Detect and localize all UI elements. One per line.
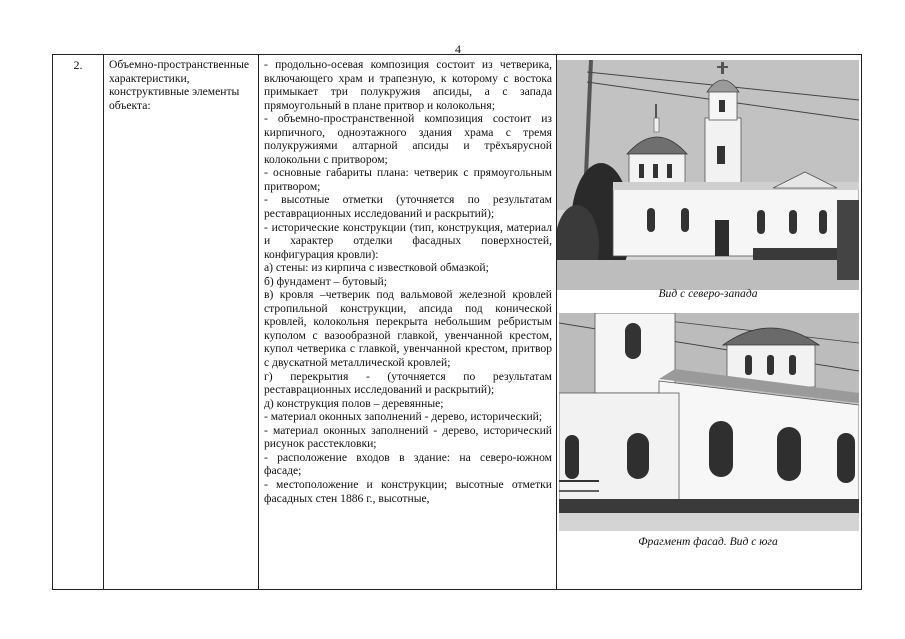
desc-paragraph: - расположение входов в здание: на северо-южном фасаде;	[264, 450, 552, 478]
desc-paragraph: - продольно-осевая композиция состоит из четверика, включающего храм и трапезную, к которому с востока примыкает три полукружия апсиды, а с запада прямоугольный в плане притвор и колокольня;	[264, 58, 552, 112]
row-description	[264, 58, 552, 505]
desc-paragraph: - исторические конструкции (тип, конструкция, материал и характер отделки фасадных поверхностей, конфигурация кровли):	[264, 220, 552, 261]
desc-paragraph: - материал оконных заполнений - дерево, исторический рисунок расстекловки;	[264, 423, 552, 451]
desc-paragraph: б) фундамент – бутовый;	[264, 274, 387, 288]
row-title: Объемно-пространственные характеристики, конструктивные элементы объекта:	[109, 58, 250, 112]
church-photo-south	[559, 313, 859, 531]
desc-paragraph: - высотные отметки (уточняется по результатам реставрационных исследований и раскрытий);	[264, 193, 552, 221]
desc-paragraph: г) перекрытия - (уточняется по результатам реставрационных исследований и раскрытий);	[264, 369, 552, 397]
desc-paragraph: д) конструкция полов – деревянные;	[264, 396, 444, 410]
desc-paragraph: а) стены: из кирпича с известковой обмазкой;	[264, 261, 489, 275]
row-number: 2.	[73, 58, 83, 72]
church-photo-northwest	[557, 60, 859, 290]
column-divider	[103, 55, 104, 589]
photo-caption: Вид с северо-запада	[658, 287, 758, 300]
page-number: 4	[455, 42, 461, 56]
desc-paragraph: - основные габариты плана: четверик с прямоугольным притвором;	[264, 166, 552, 193]
desc-paragraph: - объемно-пространственной композиция состоит из кирпичного, одноэтажного здания храма с тремя полукружиями алтарной апсиды и трёхъярусной колокольни с притвором;	[264, 112, 552, 166]
photo-caption: Фрагмент фасад. Вид с юга	[638, 535, 778, 548]
document-table	[52, 54, 862, 590]
desc-paragraph: - местоположение и конструкции; высотные отметки фасадных стен 1886 г., высотные,	[264, 477, 552, 505]
desc-paragraph: - материал оконных заполнений - дерево, исторический;	[264, 410, 543, 424]
column-divider	[258, 55, 259, 589]
desc-paragraph: в) кровля –четверик под вальмовой железной кровлей стропильной конструкции, апсида под конической кровлей, колокольня перекрыта небольшим ребристым куполом с вазообразной главкой, увенчанной крестом, купол четверика с главкой, увенчанной крестом, притвор с двускатной металлической кровлей;	[264, 288, 552, 370]
